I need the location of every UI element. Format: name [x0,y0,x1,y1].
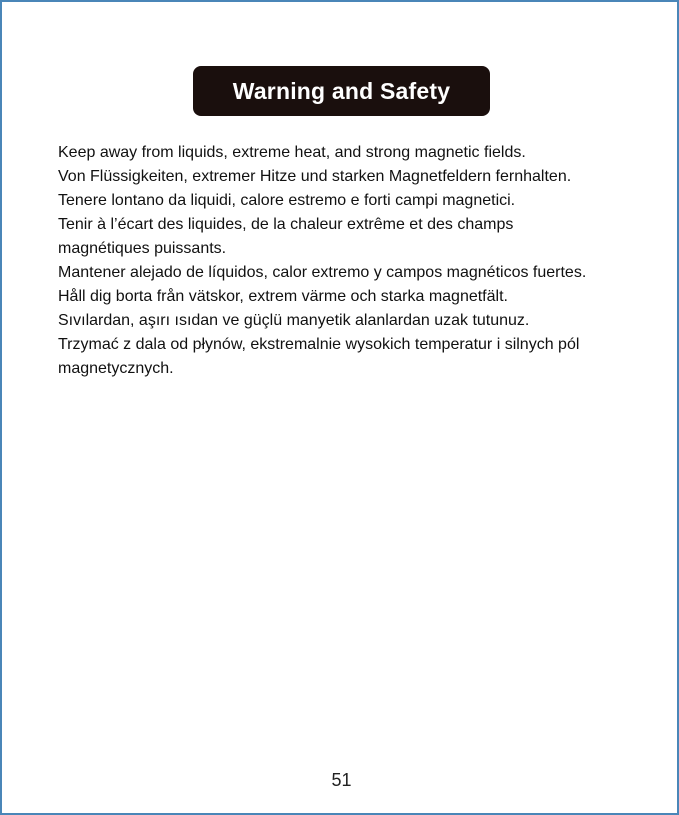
title-banner [193,66,490,116]
warning-line-english: Keep away from liquids, extreme heat, and strong magnetic fields. [58,144,526,161]
warning-line-polish-continued: magnetycznych. [58,360,174,377]
page-title: Warning and Safety [232,77,451,104]
warning-line-french: Tenir à l’écart des liquides, de la chaleur extrême et des champs [58,216,514,233]
warning-line-german: Von Flüssigkeiten, extremer Hitze und starken Magnetfeldern fernhalten. [58,168,572,185]
warning-text-block [58,141,648,381]
warning-line-turkish: Sıvılardan, aşırı ısıdan ve güçlü manyetik alanlardan uzak tutunuz. [58,312,530,329]
warning-line-spanish: Mantener alejado de líquidos, calor extremo y campos magnéticos fuertes. [58,264,587,281]
warning-line-french-continued: magnétiques puissants. [58,240,227,257]
page-number: 51 [331,770,352,790]
warning-line-italian: Tenere lontano da liquidi, calore estremo e forti campi magnetici. [58,192,516,209]
warning-line-swedish: Håll dig borta från vätskor, extrem värme och starka magnetfält. [58,288,508,305]
warning-line-polish: Trzymać z dala od płynów, ekstremalnie wysokich temperatur i silnych pól [58,336,580,353]
